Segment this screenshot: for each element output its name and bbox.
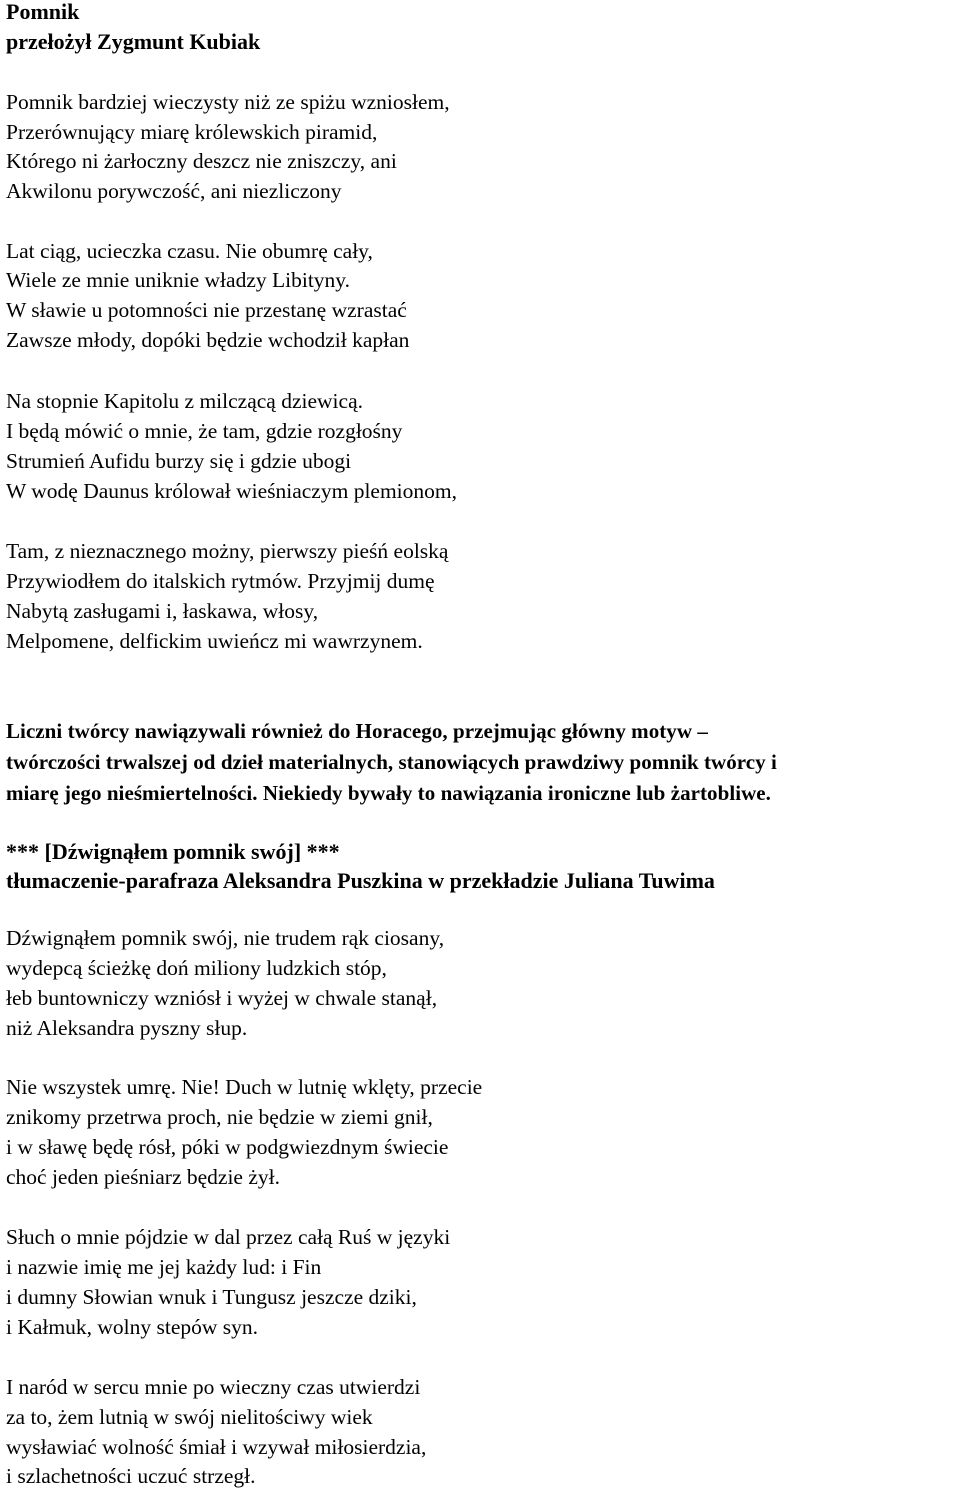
- verse-line: Dźwignąłem pomnik swój, nie trudem rąk ciosany,: [6, 926, 445, 950]
- verse-line: W sławie u potomności nie przestanę wzrastać: [6, 298, 407, 322]
- poem-title: Pomnik: [6, 0, 80, 24]
- verse-line: niż Aleksandra pyszny słup.: [6, 1016, 248, 1040]
- verse-line: Lat ciąg, ucieczka czasu. Nie obumrę cały,: [6, 239, 373, 263]
- verse-line: Wiele ze mnie uniknie władzy Libityny.: [6, 268, 351, 292]
- verse-line: Nie wszystek umrę. Nie! Duch w lutnię wklęty, przecie: [6, 1075, 483, 1099]
- verse-line: i dumny Słowian wnuk i Tungusz jeszcze dziki,: [6, 1285, 417, 1309]
- verse-line: Na stopnie Kapitolu z milczącą dziewicą.: [6, 389, 363, 413]
- verse-line: za to, żem lutnią w swój nielitościwy wiek: [6, 1405, 373, 1429]
- verse-line: Strumień Aufidu burzy się i gdzie ubogi: [6, 449, 352, 473]
- verse-line: Tam, z nieznacznego możny, pierwszy pieśń eolską: [6, 539, 449, 563]
- verse-line: wysławiać wolność śmiał i wzywał miłosierdzia,: [6, 1435, 427, 1459]
- verse-line: I naród w sercu mnie po wieczny czas utwierdzi: [6, 1375, 421, 1399]
- commentary-line: Liczni twórcy nawiązywali również do Horacego, przejmując główny motyw –: [6, 719, 708, 743]
- verse-line: Akwilonu porywczość, ani niezliczony: [6, 179, 342, 203]
- verse-line: łeb buntowniczy wzniósł i wyżej w chwale stanął,: [6, 986, 438, 1010]
- verse-line: Przerównujący miarę królewskich piramid,: [6, 120, 378, 144]
- commentary-line: twórczości trwalszej od dzieł materialnych, stanowiących prawdziwy pomnik twórcy i: [6, 750, 777, 774]
- commentary-line: miarę jego nieśmiertelności. Niekiedy bywały to nawiązania ironiczne lub żartobliwe.: [6, 781, 771, 805]
- verse-line: i w sławę będę rósł, póki w podgwiezdnym świecie: [6, 1135, 449, 1159]
- verse-line: i szlachetności uczuć strzegł.: [6, 1464, 256, 1488]
- verse-line: i Kałmuk, wolny stepów syn.: [6, 1315, 259, 1339]
- poem-title: *** [Dźwignąłem pomnik swój] ***: [6, 839, 340, 864]
- verse-line: Pomnik bardziej wieczysty niż ze spiżu wzniosłem,: [6, 90, 450, 114]
- verse-line: choć jeden pieśniarz będzie żył.: [6, 1165, 280, 1189]
- verse-line: Melpomene, delfickim uwieńcz mi wawrzynem.: [6, 629, 423, 653]
- poem-subtitle: tłumaczenie-parafraza Aleksandra Puszkina w przekładzie Juliana Tuwima: [6, 868, 715, 893]
- poem-translator: przełożył Zygmunt Kubiak: [6, 29, 261, 54]
- verse-line: Zawsze młody, dopóki będzie wchodził kapłan: [6, 328, 410, 352]
- verse-line: W wodę Daunus królował wieśniaczym plemionom,: [6, 479, 458, 503]
- verse-line: Nabytą zasługami i, łaskawa, włosy,: [6, 599, 319, 623]
- verse-line: i nazwie imię me jej każdy lud: i Fin: [6, 1255, 322, 1279]
- verse-line: Przywiodłem do italskich rytmów. Przyjmij dumę: [6, 569, 435, 593]
- verse-line: Słuch o mnie pójdzie w dal przez całą Ruś w języki: [6, 1225, 451, 1249]
- verse-line: wydepcą ścieżkę doń miliony ludzkich stóp,: [6, 956, 387, 980]
- verse-line: znikomy przetrwa proch, nie będzie w ziemi gnił,: [6, 1105, 433, 1129]
- verse-line: I będą mówić o mnie, że tam, gdzie rozgłośny: [6, 419, 403, 443]
- verse-line: Którego ni żarłoczny deszcz nie zniszczy, ani: [6, 149, 397, 173]
